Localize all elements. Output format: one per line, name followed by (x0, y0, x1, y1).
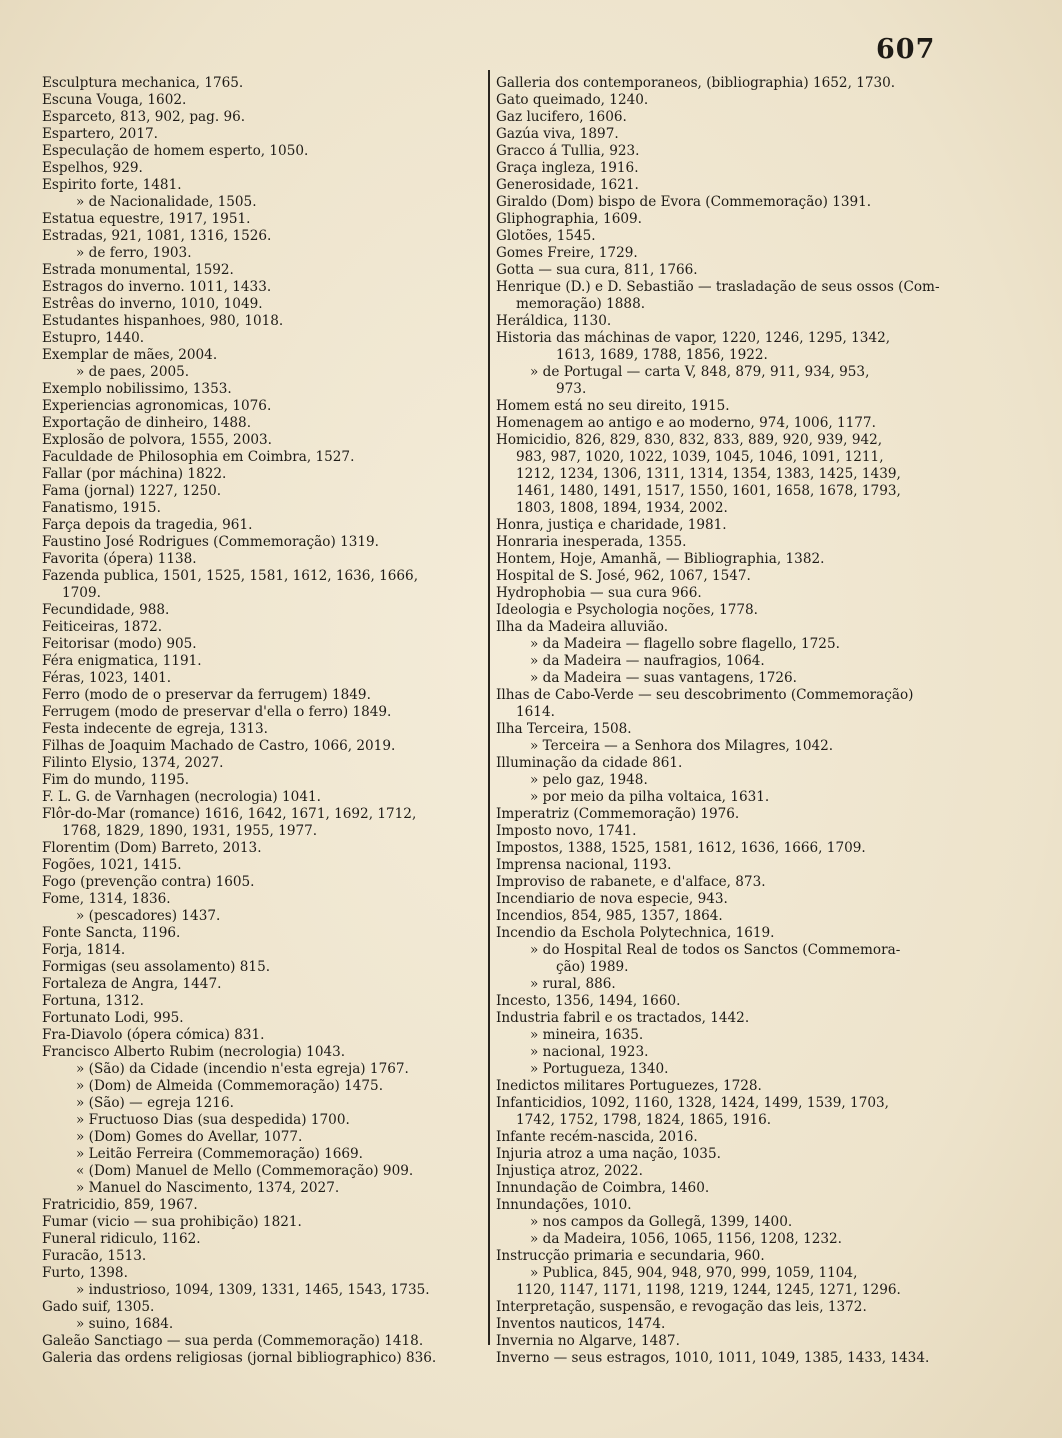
column-divider (488, 70, 490, 1345)
index-entry: Fanatismo, 1915. (42, 500, 161, 516)
index-entry: Historia das máchinas de vapor, 1220, 1246, 1295, 1342, (496, 330, 891, 346)
index-entry-continuation: 1461, 1480, 1491, 1517, 1550, 1601, 1658, 1678, 1793, (516, 483, 901, 499)
index-entry: Fortunato Lodi, 995. (42, 1010, 184, 1026)
index-entry: Ferro (modo de o preservar da ferrugem) 1849. (42, 687, 371, 703)
index-entry: Galeria das ordens religiosas (jornal bibliographico) 836. (42, 1350, 437, 1366)
index-entry: Filinto Elysio, 1374, 2027. (42, 755, 224, 771)
index-entry: Infanticidios, 1092, 1160, 1328, 1424, 1499, 1539, 1703, (496, 1095, 889, 1111)
index-entry: Giraldo (Dom) bispo de Evora (Commemoração) 1391. (496, 194, 872, 210)
index-entry: Feiticeiras, 1872. (42, 619, 163, 635)
index-entry: Fonte Sancta, 1196. (42, 925, 181, 941)
index-entry: Explosão de polvora, 1555, 2003. (42, 432, 272, 448)
index-entry: Hydrophobia — sua cura 966. (496, 585, 702, 601)
index-entry: Gotta — sua cura, 811, 1766. (496, 262, 698, 278)
index-entry: Estupro, 1440. (42, 330, 145, 346)
index-entry: Galleria dos contemporaneos, (bibliographia) 1652, 1730. (496, 75, 896, 91)
index-entry: Hontem, Hoje, Amanhã, — Bibliographia, 1382. (496, 551, 825, 567)
index-subentry: » da Madeira — naufragios, 1064. (530, 653, 765, 669)
index-entry: Homem está no seu direito, 1915. (496, 398, 730, 414)
index-entry: Espelhos, 929. (42, 160, 143, 176)
index-entry: Honraria inesperada, 1355. (496, 534, 687, 550)
index-entry: Invernia no Algarve, 1487. (496, 1333, 680, 1349)
index-entry: Estatua equestre, 1917, 1951. (42, 211, 251, 227)
index-entry: Gracco á Tullia, 923. (496, 143, 640, 159)
index-entry: Hospital de S. José, 962, 1067, 1547. (496, 568, 751, 584)
index-entry: Furto, 1398. (42, 1265, 128, 1281)
index-entry: Formigas (seu assolamento) 815. (42, 959, 271, 975)
index-entry: Estragos do inverno. 1011, 1433. (42, 279, 272, 295)
index-entry-continuation: 983, 987, 1020, 1022, 1039, 1045, 1046, 1091, 1211, (516, 449, 884, 465)
index-entry: Imperatriz (Commemoração) 1976. (496, 806, 740, 822)
index-entry: Festa indecente de egreja, 1313. (42, 721, 268, 737)
index-subentry: » (Dom) de Almeida (Commemoração) 1475. (76, 1078, 384, 1094)
index-entry: Honra, justiça e charidade, 1981. (496, 517, 727, 533)
index-subentry: » da Madeira — suas vantagens, 1726. (530, 670, 797, 686)
index-entry: Galeão Sanctiago — sua perda (Commemoração) 1418. (42, 1333, 424, 1349)
index-entry: Impostos, 1388, 1525, 1581, 1612, 1636, 1666, 1709. (496, 840, 866, 856)
index-entry: Fumar (vicio — sua prohibição) 1821. (42, 1214, 302, 1230)
index-column-left (42, 75, 482, 1367)
index-entry: Espartero, 2017. (42, 126, 158, 142)
index-subentry: » de Portugal — carta V, 848, 879, 911, 934, 953, (530, 364, 870, 380)
index-entry: Fogo (prevenção contra) 1605. (42, 874, 255, 890)
index-entry-continuation: 973. (556, 381, 587, 397)
index-entry: Glotões, 1545. (496, 228, 596, 244)
index-subentry: » de ferro, 1903. (76, 245, 192, 261)
index-entry: Florentim (Dom) Barreto, 2013. (42, 840, 262, 856)
index-entry: Ideologia e Psychologia noções, 1778. (496, 602, 758, 618)
index-entry: Exemplo nobilissimo, 1353. (42, 381, 232, 397)
index-subentry: » por meio da pilha voltaica, 1631. (530, 789, 770, 805)
index-entry-continuation: 1803, 1808, 1894, 1934, 2002. (516, 500, 728, 516)
index-entry: Féra enigmatica, 1191. (42, 653, 202, 669)
index-entry: Interpretação, suspensão, e revogação das leis, 1372. (496, 1299, 867, 1315)
index-subentry: » nos campos da Gollegã, 1399, 1400. (530, 1214, 793, 1230)
index-entry: Estudantes hispanhoes, 980, 1018. (42, 313, 284, 329)
index-entry: Gato queimado, 1240. (496, 92, 649, 108)
index-entry: Fim do mundo, 1195. (42, 772, 190, 788)
index-entry-continuation: 1768, 1829, 1890, 1931, 1955, 1977. (62, 823, 318, 839)
index-entry: Fra-Diavolo (ópera cómica) 831. (42, 1027, 265, 1043)
index-entry: Especulação de homem esperto, 1050. (42, 143, 309, 159)
index-entry: Féras, 1023, 1401. (42, 670, 172, 686)
index-entry: F. L. G. de Varnhagen (necrologia) 1041. (42, 789, 321, 805)
index-entry: Fome, 1314, 1836. (42, 891, 171, 907)
index-entry: Instrucção primaria e secundaria, 960. (496, 1248, 765, 1264)
index-entry: Industria fabril e os tractados, 1442. (496, 1010, 750, 1026)
index-subentry: » (pescadores) 1437. (76, 908, 221, 924)
index-entry: Fratricidio, 859, 1967. (42, 1197, 198, 1213)
index-entry: Henrique (D.) e D. Sebastião — trasladação de seus ossos (Com- (496, 279, 940, 295)
index-entry: Inedictos militares Portuguezes, 1728. (496, 1078, 762, 1094)
index-entry-continuation: 1709. (62, 585, 101, 601)
index-entry-continuation: 1120, 1147, 1171, 1198, 1219, 1244, 1245, 1271, 1296. (516, 1282, 901, 1298)
index-entry: Heráldica, 1130. (496, 313, 612, 329)
index-subentry: » Fructuoso Dias (sua despedida) 1700. (76, 1112, 350, 1128)
index-entry: Inventos nauticos, 1474. (496, 1316, 666, 1332)
index-entry: Homenagem ao antigo e ao moderno, 974, 1006, 1177. (496, 415, 876, 431)
index-subentry: » (Dom) Gomes do Avellar, 1077. (76, 1129, 303, 1145)
index-entry: Fogões, 1021, 1415. (42, 857, 182, 873)
index-entry: Imprensa nacional, 1193. (496, 857, 672, 873)
index-entry: Estradas, 921, 1081, 1316, 1526. (42, 228, 272, 244)
index-column-right (496, 75, 944, 1367)
index-entry: Ferrugem (modo de preservar d'ella o ferro) 1849. (42, 704, 392, 720)
index-entry: Innundação de Coimbra, 1460. (496, 1180, 710, 1196)
index-entry: Generosidade, 1621. (496, 177, 639, 193)
index-subentry: » nacional, 1923. (530, 1044, 649, 1060)
index-entry-continuation: 1614. (516, 704, 555, 720)
index-entry: Incendiario de nova especie, 943. (496, 891, 728, 907)
index-subentry: » Publica, 845, 904, 948, 970, 999, 1059, 1104, (530, 1265, 858, 1281)
index-subentry: » Terceira — a Senhora dos Milagres, 1042. (530, 738, 834, 754)
index-entry: Feitorisar (modo) 905. (42, 636, 197, 652)
index-entry: Esculptura mechanica, 1765. (42, 75, 244, 91)
index-entry: Filhas de Joaquim Machado de Castro, 1066, 2019. (42, 738, 396, 754)
index-entry: Espirito forte, 1481. (42, 177, 182, 193)
index-entry: Ilhas de Cabo-Verde — seu descobrimento (Commemoração) (496, 687, 914, 703)
index-subentry: » de Nacionalidade, 1505. (76, 194, 257, 210)
index-entry: Gomes Freire, 1729. (496, 245, 638, 261)
index-entry: Gaz lucifero, 1606. (496, 109, 627, 125)
index-entry: Innundações, 1010. (496, 1197, 632, 1213)
index-entry: Ilha da Madeira alluvião. (496, 619, 669, 635)
index-entry: Experiencias agronomicas, 1076. (42, 398, 272, 414)
index-entry: Homicidio, 826, 829, 830, 832, 833, 889, 920, 939, 942, (496, 432, 883, 448)
index-entry-continuation: 1742, 1752, 1798, 1824, 1865, 1916. (516, 1112, 772, 1128)
index-subentry: » Manuel do Nascimento, 1374, 2027. (76, 1180, 340, 1196)
index-entry: Fortuna, 1312. (42, 993, 145, 1009)
page-number: 607 (876, 34, 936, 65)
index-subentry: » da Madeira — flagello sobre flagello, 1725. (530, 636, 840, 652)
index-subentry: » da Madeira, 1056, 1065, 1156, 1208, 1232. (530, 1231, 842, 1247)
index-entry: Furacão, 1513. (42, 1248, 147, 1264)
index-entry: Gado suif, 1305. (42, 1299, 155, 1315)
index-subentry: » de paes, 2005. (76, 364, 190, 380)
index-entry: Escuna Vouga, 1602. (42, 92, 187, 108)
index-subentry: » (São) da Cidade (incendio n'esta egreja) 1767. (76, 1061, 409, 1077)
index-subentry: » mineira, 1635. (530, 1027, 644, 1043)
index-entry: Exportação de dinheiro, 1488. (42, 415, 252, 431)
index-entry: Fama (jornal) 1227, 1250. (42, 483, 222, 499)
index-entry: Estrêas do inverno, 1010, 1049. (42, 296, 263, 312)
index-entry: Faustino José Rodrigues (Commemoração) 1319. (42, 534, 379, 550)
index-entry-continuation: 1613, 1689, 1788, 1856, 1922. (556, 347, 768, 363)
index-entry: Francisco Alberto Rubim (necrologia) 1043. (42, 1044, 346, 1060)
index-entry-continuation: 1212, 1234, 1306, 1311, 1314, 1354, 1383, 1425, 1439, (516, 466, 901, 482)
index-entry: Ilha Terceira, 1508. (496, 721, 632, 737)
index-entry: Favorita (ópera) 1138. (42, 551, 197, 567)
index-entry: Esparceto, 813, 902, pag. 96. (42, 109, 246, 125)
index-entry: Graça ingleza, 1916. (496, 160, 639, 176)
index-entry: Estrada monumental, 1592. (42, 262, 234, 278)
index-entry: Injustiça atroz, 2022. (496, 1163, 643, 1179)
index-subentry: » pelo gaz, 1948. (530, 772, 648, 788)
index-entry: Flôr-do-Mar (romance) 1616, 1642, 1671, 1692, 1712, (42, 806, 417, 822)
index-entry: Exemplar de mães, 2004. (42, 347, 218, 363)
index-subentry: » do Hospital Real de todos os Sanctos (Commemora- (530, 942, 901, 958)
index-entry: Farça depois da tragedia, 961. (42, 517, 253, 533)
index-entry: Injuria atroz a uma nação, 1035. (496, 1146, 721, 1162)
index-entry: Fazenda publica, 1501, 1525, 1581, 1612, 1636, 1666, (42, 568, 419, 584)
index-entry: Forja, 1814. (42, 942, 126, 958)
index-subentry: » industrioso, 1094, 1309, 1331, 1465, 1543, 1735. (76, 1282, 430, 1298)
index-entry: Fallar (por máchina) 1822. (42, 466, 227, 482)
index-entry: Gazúa viva, 1897. (496, 126, 619, 142)
index-entry: Fecundidade, 988. (42, 602, 170, 618)
index-subentry: » Leitão Ferreira (Commemoração) 1669. (76, 1146, 364, 1162)
index-subentry: » suino, 1684. (76, 1316, 174, 1332)
index-entry: Fortaleza de Angra, 1447. (42, 976, 222, 992)
index-subentry: » Portugueza, 1340. (530, 1061, 669, 1077)
index-entry-continuation: ção) 1989. (556, 959, 629, 975)
index-entry: Funeral ridiculo, 1162. (42, 1231, 201, 1247)
index-entry: Faculdade de Philosophia em Coimbra, 1527. (42, 449, 355, 465)
index-entry: Inverno — seus estragos, 1010, 1011, 1049, 1385, 1433, 1434. (496, 1350, 930, 1366)
index-subentry: « (Dom) Manuel de Mello (Commemoração) 909. (76, 1163, 414, 1179)
index-entry-continuation: memoração) 1888. (516, 296, 646, 312)
index-entry: Infante recém-nascida, 2016. (496, 1129, 698, 1145)
index-entry: Incesto, 1356, 1494, 1660. (496, 993, 681, 1009)
index-entry: Illuminação da cidade 861. (496, 755, 683, 771)
index-entry: Incendios, 854, 985, 1357, 1864. (496, 908, 723, 924)
index-entry: Gliphographia, 1609. (496, 211, 642, 227)
index-subentry: » (São) — egreja 1216. (76, 1095, 234, 1111)
index-entry: Improviso de rabanete, e d'alface, 873. (496, 874, 766, 890)
index-entry: Imposto novo, 1741. (496, 823, 637, 839)
index-entry: Incendio da Eschola Polytechnica, 1619. (496, 925, 775, 941)
index-subentry: » rural, 886. (530, 976, 616, 992)
